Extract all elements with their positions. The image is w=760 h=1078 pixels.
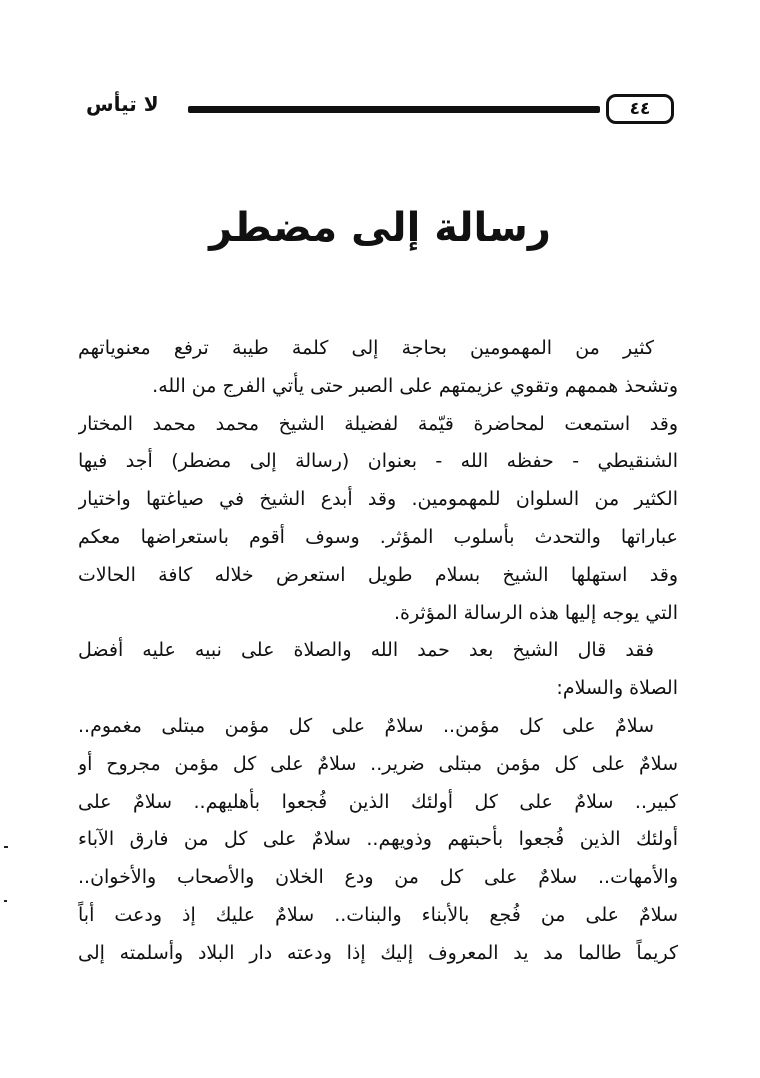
- text-line: فقد قال الشيخ بعد حمد الله والصلاة على نبيه عليه أفضل: [78, 639, 654, 662]
- text-line: كبير.. سلامٌ على كل أولئك الذين فُجعوا بأهليهم.. سلامٌ على: [78, 790, 678, 813]
- article-title: رسالة إلى مضطر: [209, 205, 551, 251]
- text-line: التي يوجه إليها هذه الرسالة المؤثرة.: [393, 601, 678, 624]
- scan-edge-mark: [4, 846, 8, 848]
- text-line: الصلاة والسلام:: [556, 677, 678, 700]
- text-line: سلامٌ على كل مؤمن.. سلامٌ على كل مؤمن مبتلى مغموم..: [78, 714, 654, 737]
- article-body: [78, 330, 678, 973]
- text-line: أولئك الذين فُجعوا بأحبتهم وذويهم.. سلامٌ على كل من فارق الآباء: [78, 828, 678, 851]
- text-line: وقد استمعت لمحاضرة قيّمة لفضيلة الشيخ محمد محمد المختار: [78, 412, 678, 435]
- text-line: الشنقيطي - حفظه الله - بعنوان (رسالة إلى مضطر) أجد فيها: [78, 450, 678, 473]
- scan-edge-mark: [4, 900, 7, 902]
- text-line: كريماً طالما مد يد المعروف إليك إذا ودعته دار البلاد وأسلمته إلى: [78, 941, 678, 964]
- text-line: سلامٌ على كل مؤمن مبتلى ضرير.. سلامٌ على كل مؤمن مجروح أو: [78, 752, 678, 775]
- text-line: الكثير من السلوان للمهمومين. وقد أبدع الشيخ في صياغتها واختيار: [78, 488, 678, 511]
- page-number: ٤٤: [606, 94, 674, 124]
- text-line: سلامٌ على من فُجع بالأبناء والبنات.. سلامٌ عليك إذ ودعت أباً: [78, 903, 678, 926]
- text-line: وقد استهلها الشيخ بسلام طويل استعرض خلاله كافة الحالات: [78, 563, 678, 586]
- text-line: عباراتها والتحدث بأسلوب المؤثر. وسوف أقوم باستعراضها معكم: [78, 525, 678, 548]
- page-header: [78, 90, 680, 130]
- text-line: وتشحذ هممهم وتقوي عزيمتهم على الصبر حتى يأتي الفرج من الله.: [152, 374, 678, 397]
- text-line: والأمهات.. سلامٌ على كل من ودع الخلان والأصحاب والأخوان..: [78, 866, 678, 889]
- header-rule: [188, 106, 600, 113]
- text-line: كثير من المهمومين بحاجة إلى كلمة طيبة ترفع معنوياتهم: [78, 337, 654, 359]
- running-book-title: لا تيأس: [86, 92, 159, 116]
